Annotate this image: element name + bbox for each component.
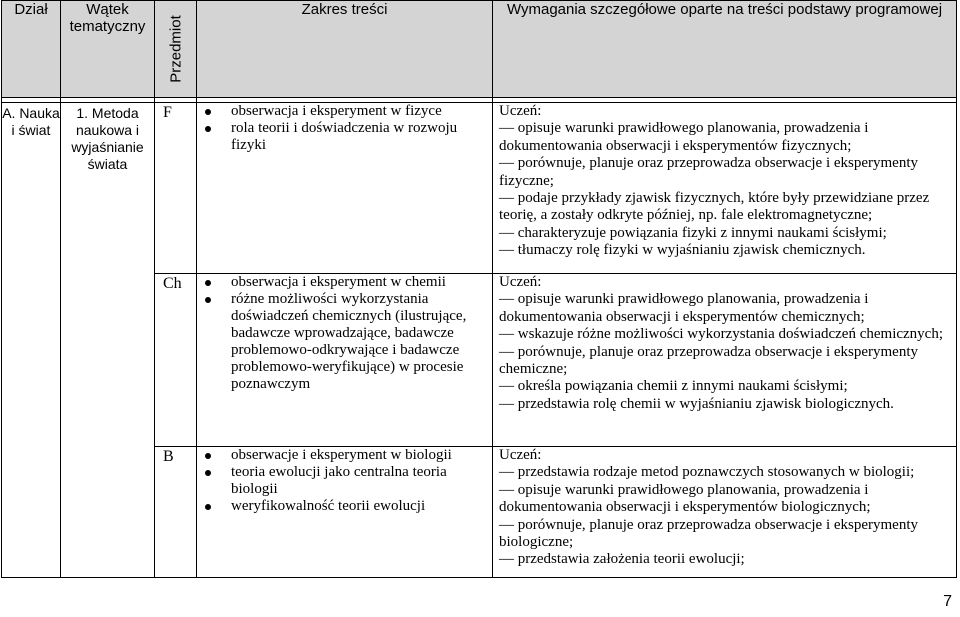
scope-item: rola teorii i doświadczenia w rozwoju fizyki — [231, 120, 488, 154]
requirements-label: Uczeń: — [499, 274, 542, 290]
requirement-item: — porównuje, planuje oraz przeprowadza obserwacje i eksperymenty fizyczne; — [499, 155, 950, 190]
header-wymagania: Wymagania szczegółowe oparte na treści podstawy programowej — [493, 1, 957, 98]
requirement-item: — porównuje, planuje oraz przeprowadza obserwacje i eksperymenty biologiczne; — [499, 517, 950, 552]
header-przedmiot-text: Przedmiot — [167, 15, 184, 83]
requirement-item: — porównuje, planuje oraz przeprowadza obserwacje i eksperymenty chemiczne; — [499, 344, 950, 379]
requirement-item: — wskazuje różne możliwości wykorzystania doświadczeń chemicznych; — [499, 326, 950, 343]
scope-item: obserwacja i eksperyment w fizyce — [231, 103, 488, 120]
header-zakres: Zakres treści — [197, 1, 493, 98]
scope-cell-f — [197, 103, 493, 274]
subject-code-ch: Ch — [155, 274, 197, 447]
scope-cell-b — [197, 447, 493, 578]
requirements-label: Uczeń: — [499, 103, 542, 119]
requirements-cell-ch — [493, 274, 957, 447]
requirement-item: — przedstawia rodzaje metod poznawczych stosowanych w biologii; — [499, 464, 950, 481]
requirements-label: Uczeń: — [499, 447, 542, 463]
requirement-item: — przedstawia założenia teorii ewolucji; — [499, 551, 950, 568]
cell-dzial: A. Nauka i świat — [2, 103, 61, 578]
scope-item: weryfikowalność teorii ewolucji — [231, 498, 488, 515]
requirement-item: — określa powiązania chemii z innymi naukami ścisłymi; — [499, 378, 950, 395]
requirement-item: — opisuje warunki prawidłowego planowania, prowadzenia i dokumentowania obserwacji i eksperymentów chemicznych; — [499, 291, 950, 326]
scope-item: różne możliwości wykorzystania doświadczeń chemicznych (ilustrujące, badawcze wprowadzające, badawcze problemowo-odkrywające i badawcze problemowo-weryfikujące) w procesie poznawczym — [231, 291, 488, 393]
header-watek: Wątek tematyczny — [61, 1, 155, 98]
page-number: 7 — [943, 593, 952, 610]
header-przedmiot — [155, 1, 197, 98]
scope-item: obserwacje i eksperyment w biologii — [231, 447, 488, 464]
curriculum-table — [1, 0, 957, 578]
scope-item: teoria ewolucji jako centralna teoria biologii — [231, 464, 488, 498]
requirements-cell-f — [493, 103, 957, 274]
subject-code-b: B — [155, 447, 197, 578]
requirement-item: — przedstawia rolę chemii w wyjaśnianiu zjawisk biologicznych. — [499, 396, 950, 413]
subject-code-f: F — [155, 103, 197, 274]
requirement-item: — podaje przykłady zjawisk fizycznych, które były przewidziane przez teorię, a zostały odkryte później, np. fale elektromagnetyczne; — [499, 190, 950, 225]
scope-item: obserwacja i eksperyment w chemii — [231, 274, 488, 291]
requirement-item: — opisuje warunki prawidłowego planowania, prowadzenia i dokumentowania obserwacji i eksperymentów biologicznych; — [499, 482, 950, 517]
scope-cell-ch — [197, 274, 493, 447]
requirement-item: — charakteryzuje powiązania fizyki z innymi naukami ścisłymi; — [499, 225, 950, 242]
cell-watek: 1. Metoda naukowa i wyjaśnianie świata — [61, 103, 155, 578]
header-dzial: Dział — [2, 1, 61, 98]
content-row — [2, 103, 957, 274]
requirements-cell-b — [493, 447, 957, 578]
requirement-item: — opisuje warunki prawidłowego planowania, prowadzenia i dokumentowania obserwacji i eksperymentów fizycznych; — [499, 120, 950, 155]
header-row — [2, 1, 957, 98]
requirement-item: — tłumaczy rolę fizyki w wyjaśnianiu zjawisk chemicznych. — [499, 242, 950, 259]
